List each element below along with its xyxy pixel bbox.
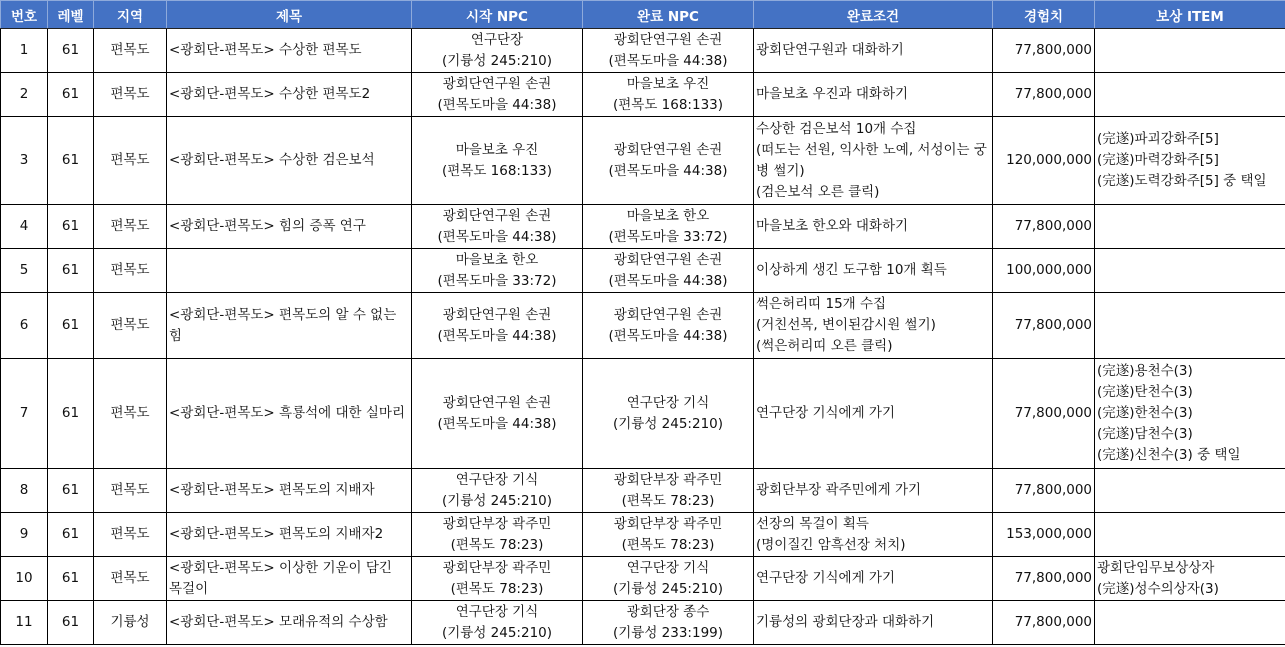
- cell-exp[interactable]: 77,800,000: [993, 73, 1095, 117]
- cell-no[interactable]: 11: [1, 601, 48, 645]
- cell-region[interactable]: 편목도: [94, 469, 167, 513]
- cell-end-npc[interactable]: 마을보초 한오 (편목도마을 33:72): [583, 205, 754, 249]
- cell-level[interactable]: 61: [48, 293, 94, 359]
- cell-exp[interactable]: 77,800,000: [993, 29, 1095, 73]
- cell-no[interactable]: 3: [1, 117, 48, 205]
- table-row: [1, 293, 1285, 359]
- cell-exp[interactable]: 77,800,000: [993, 557, 1095, 601]
- cell-exp[interactable]: 77,800,000: [993, 469, 1095, 513]
- cell-region[interactable]: 편목도: [94, 73, 167, 117]
- cell-level[interactable]: 61: [48, 513, 94, 557]
- cell-reward[interactable]: (完遂)용천수(3) (完遂)탄천수(3) (完遂)한천수(3) (完遂)담천수(3) (完遂)신천수(3) 중 택일: [1095, 359, 1285, 469]
- cell-reward[interactable]: [1095, 513, 1285, 557]
- cell-region[interactable]: 편목도: [94, 557, 167, 601]
- cell-level[interactable]: 61: [48, 601, 94, 645]
- header-no[interactable]: 번호: [1, 1, 48, 29]
- cell-end-npc[interactable]: 광회단장 종수 (기륭성 233:199): [583, 601, 754, 645]
- header-exp[interactable]: 경험치: [993, 1, 1095, 29]
- cell-start-npc[interactable]: 광회단연구원 손권 (편목도마을 44:38): [412, 359, 583, 469]
- cell-title[interactable]: [167, 249, 412, 293]
- cell-title[interactable]: <광회단-편목도> 모래유적의 수상함: [167, 601, 412, 645]
- cell-title[interactable]: <광회단-편목도> 흑룡석에 대한 실마리: [167, 359, 412, 469]
- cell-exp[interactable]: 153,000,000: [993, 513, 1095, 557]
- cell-reward[interactable]: [1095, 469, 1285, 513]
- table-row: [1, 205, 1285, 249]
- cell-condition[interactable]: 광회단연구원과 대화하기: [754, 29, 993, 73]
- header-region[interactable]: 지역: [94, 1, 167, 29]
- cell-no[interactable]: 5: [1, 249, 48, 293]
- cell-reward[interactable]: [1095, 601, 1285, 645]
- cell-end-npc[interactable]: 광회단부장 곽주민 (편목도 78:23): [583, 513, 754, 557]
- table-row: [1, 73, 1285, 117]
- cell-no[interactable]: 2: [1, 73, 48, 117]
- cell-condition[interactable]: 연구단장 기식에게 가기: [754, 557, 993, 601]
- cell-start-npc[interactable]: 광회단연구원 손권 (편목도마을 44:38): [412, 205, 583, 249]
- cell-exp[interactable]: 120,000,000: [993, 117, 1095, 205]
- table-row: [1, 469, 1285, 513]
- cell-condition[interactable]: 수상한 검은보석 10개 수집 (떠도는 선원, 익사한 노예, 서성이는 궁병 썰기) (검은보석 오른 클릭): [754, 117, 993, 205]
- cell-region[interactable]: 편목도: [94, 249, 167, 293]
- cell-title[interactable]: <광회단-편목도> 힘의 증폭 연구: [167, 205, 412, 249]
- cell-exp[interactable]: 77,800,000: [993, 359, 1095, 469]
- cell-title[interactable]: <광회단-편목도> 편목도의 지배자2: [167, 513, 412, 557]
- cell-no[interactable]: 7: [1, 359, 48, 469]
- cell-region[interactable]: 편목도: [94, 117, 167, 205]
- cell-title[interactable]: <광회단-편목도> 편목도의 지배자: [167, 469, 412, 513]
- cell-condition[interactable]: 연구단장 기식에게 가기: [754, 359, 993, 469]
- cell-start-npc[interactable]: 연구단장 (기륭성 245:210): [412, 29, 583, 73]
- cell-title[interactable]: <광회단-편목도> 수상한 편목도2: [167, 73, 412, 117]
- cell-exp[interactable]: 77,800,000: [993, 601, 1095, 645]
- cell-title[interactable]: <광회단-편목도> 이상한 기운이 담긴 목걸이: [167, 557, 412, 601]
- cell-no[interactable]: 8: [1, 469, 48, 513]
- cell-no[interactable]: 10: [1, 557, 48, 601]
- cell-start-npc[interactable]: 광회단연구원 손권 (편목도마을 44:38): [412, 73, 583, 117]
- cell-condition[interactable]: 썩은허리띠 15개 수집 (거친선목, 변이된감시원 썰기) (썩은허리띠 오른 클릭): [754, 293, 993, 359]
- cell-title[interactable]: <광회단-편목도> 수상한 검은보석: [167, 117, 412, 205]
- cell-no[interactable]: 9: [1, 513, 48, 557]
- cell-level[interactable]: 61: [48, 205, 94, 249]
- cell-level[interactable]: 61: [48, 29, 94, 73]
- cell-end-npc[interactable]: 광회단연구원 손권 (편목도마을 44:38): [583, 117, 754, 205]
- cell-no[interactable]: 1: [1, 29, 48, 73]
- cell-reward[interactable]: [1095, 29, 1285, 73]
- cell-reward[interactable]: [1095, 249, 1285, 293]
- header-condition[interactable]: 완료조건: [754, 1, 993, 29]
- cell-exp[interactable]: 100,000,000: [993, 249, 1095, 293]
- cell-exp[interactable]: 77,800,000: [993, 205, 1095, 249]
- header-title[interactable]: 제목: [167, 1, 412, 29]
- cell-end-npc[interactable]: 광회단연구원 손권 (편목도마을 44:38): [583, 29, 754, 73]
- cell-level[interactable]: 61: [48, 469, 94, 513]
- table-row: [1, 601, 1285, 645]
- cell-start-npc[interactable]: 광회단부장 곽주민 (편목도 78:23): [412, 513, 583, 557]
- cell-reward[interactable]: [1095, 205, 1285, 249]
- cell-reward[interactable]: (完遂)파괴강화주[5] (完遂)마력강화주[5] (完遂)도력강화주[5] 중 택일: [1095, 117, 1285, 205]
- cell-level[interactable]: 61: [48, 359, 94, 469]
- cell-level[interactable]: 61: [48, 117, 94, 205]
- cell-no[interactable]: 6: [1, 293, 48, 359]
- cell-region[interactable]: 편목도: [94, 359, 167, 469]
- cell-end-npc[interactable]: 마을보초 우진 (편목도 168:133): [583, 73, 754, 117]
- cell-condition[interactable]: 이상하게 생긴 도구함 10개 획득: [754, 249, 993, 293]
- cell-region[interactable]: 기륭성: [94, 601, 167, 645]
- cell-reward[interactable]: 광회단임무보상상자 (完遂)성수의상자(3): [1095, 557, 1285, 601]
- table-row: [1, 359, 1285, 469]
- table-row: [1, 117, 1285, 205]
- header-start-npc[interactable]: 시작 NPC: [412, 1, 583, 29]
- cell-region[interactable]: 편목도: [94, 205, 167, 249]
- cell-start-npc[interactable]: 마을보초 한오 (편목도마을 33:72): [412, 249, 583, 293]
- cell-title[interactable]: <광회단-편목도> 편목도의 알 수 없는 힘: [167, 293, 412, 359]
- table-row: [1, 249, 1285, 293]
- cell-condition[interactable]: 선장의 목걸이 획득 (명이질긴 암흑선장 처치): [754, 513, 993, 557]
- table-row: [1, 29, 1285, 73]
- cell-end-npc[interactable]: 연구단장 기식 (기륭성 245:210): [583, 557, 754, 601]
- cell-end-npc[interactable]: 연구단장 기식 (기륭성 245:210): [583, 359, 754, 469]
- cell-condition[interactable]: 마을보초 우진과 대화하기: [754, 73, 993, 117]
- cell-exp[interactable]: 77,800,000: [993, 293, 1095, 359]
- cell-condition[interactable]: 광회단부장 곽주민에게 가기: [754, 469, 993, 513]
- cell-end-npc[interactable]: 광회단연구원 손권 (편목도마을 44:38): [583, 249, 754, 293]
- cell-start-npc[interactable]: 연구단장 기식 (기륭성 245:210): [412, 601, 583, 645]
- header-end-npc[interactable]: 완료 NPC: [583, 1, 754, 29]
- cell-region[interactable]: 편목도: [94, 513, 167, 557]
- cell-level[interactable]: 61: [48, 249, 94, 293]
- cell-start-npc[interactable]: 광회단부장 곽주민 (편목도 78:23): [412, 557, 583, 601]
- cell-condition[interactable]: 마을보초 한오와 대화하기: [754, 205, 993, 249]
- cell-condition[interactable]: 기륭성의 광회단장과 대화하기: [754, 601, 993, 645]
- cell-level[interactable]: 61: [48, 73, 94, 117]
- cell-region[interactable]: 편목도: [94, 293, 167, 359]
- cell-region[interactable]: 편목도: [94, 29, 167, 73]
- header-level[interactable]: 레벨: [48, 1, 94, 29]
- header-reward[interactable]: 보상 ITEM: [1095, 1, 1285, 29]
- cell-level[interactable]: 61: [48, 557, 94, 601]
- cell-title[interactable]: <광회단-편목도> 수상한 편목도: [167, 29, 412, 73]
- cell-start-npc[interactable]: 연구단장 기식 (기륭성 245:210): [412, 469, 583, 513]
- cell-no[interactable]: 4: [1, 205, 48, 249]
- cell-start-npc[interactable]: 마을보초 우진 (편목도 168:133): [412, 117, 583, 205]
- cell-end-npc[interactable]: 광회단부장 곽주민 (편목도 78:23): [583, 469, 754, 513]
- cell-end-npc[interactable]: 광회단연구원 손권 (편목도마을 44:38): [583, 293, 754, 359]
- table-row: [1, 557, 1285, 601]
- cell-start-npc[interactable]: 광회단연구원 손권 (편목도마을 44:38): [412, 293, 583, 359]
- cell-reward[interactable]: [1095, 293, 1285, 359]
- table-row: [1, 513, 1285, 557]
- cell-reward[interactable]: [1095, 73, 1285, 117]
- header-row: [1, 1, 1285, 29]
